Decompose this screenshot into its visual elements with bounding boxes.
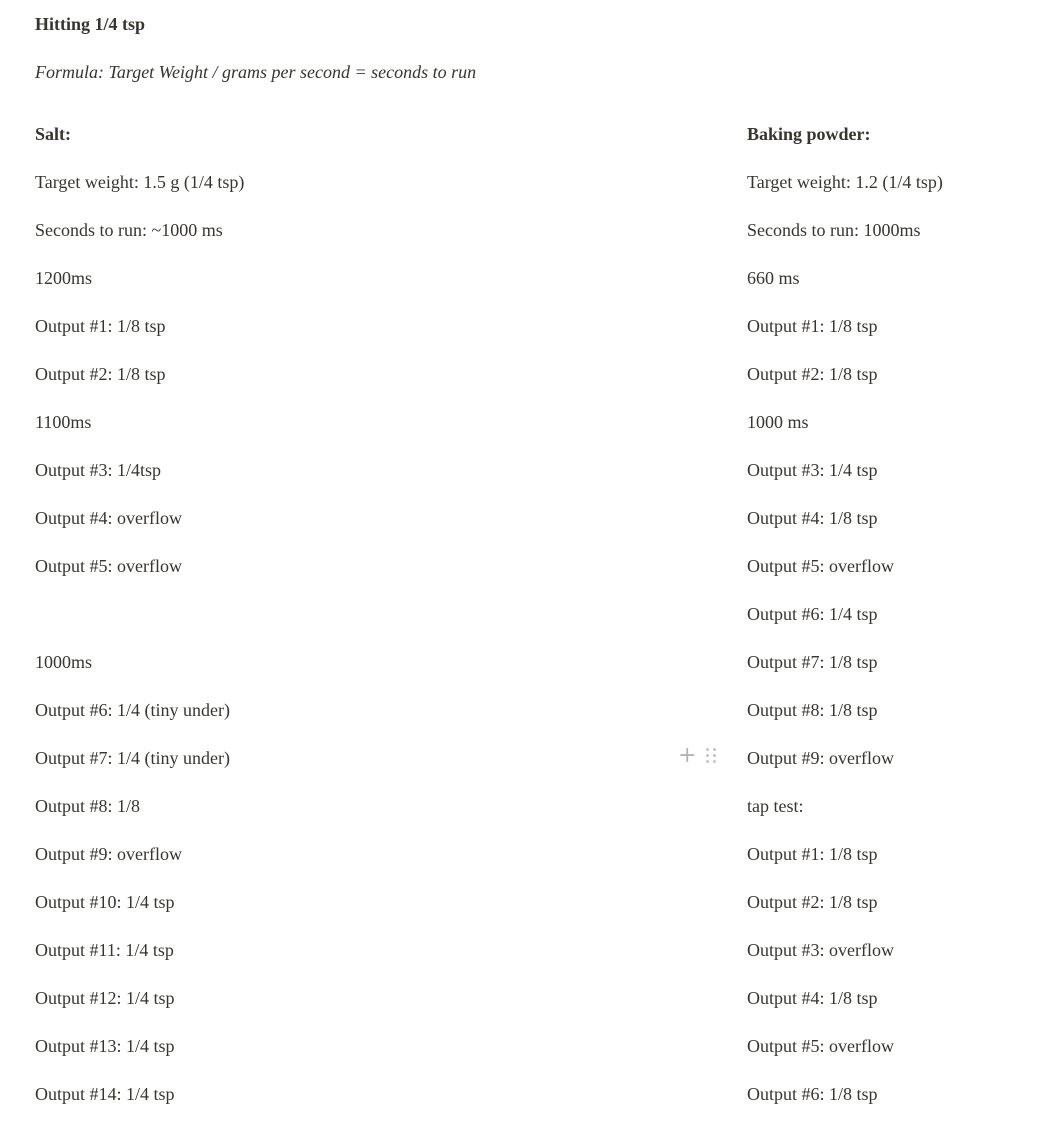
- salt-text-block[interactable]: 1200ms: [35, 268, 93, 288]
- salt-text-block[interactable]: Output #4: overflow: [35, 508, 182, 528]
- baking-powder-text-block[interactable]: Output #8: 1/8 tsp: [747, 700, 878, 720]
- salt-text-block[interactable]: Output #12: 1/4 tsp: [35, 988, 175, 1008]
- salt-text-block[interactable]: Output #2: 1/8 tsp: [35, 364, 166, 384]
- baking-powder-text-block[interactable]: Output #5: overflow: [747, 556, 894, 576]
- block-handle: [678, 744, 728, 768]
- baking-powder-text-block[interactable]: Output #2: 1/8 tsp: [747, 892, 878, 912]
- baking-powder-text-block[interactable]: Output #6: 1/4 tsp: [747, 604, 878, 624]
- salt-text-block[interactable]: Output #1: 1/8 tsp: [35, 316, 166, 336]
- salt-text-block[interactable]: Output #14: 1/4 tsp: [35, 1084, 175, 1104]
- baking-powder-text-block[interactable]: tap test:: [747, 796, 804, 816]
- salt-text-block[interactable]: 1000ms: [35, 652, 93, 672]
- salt-text-block[interactable]: Output #9: overflow: [35, 844, 182, 864]
- baking-powder-text-block[interactable]: Output #4: 1/8 tsp: [747, 508, 878, 528]
- salt-text-block[interactable]: Target weight: 1.5 g (1/4 tsp): [35, 172, 245, 192]
- baking-powder-text-block[interactable]: Output #3: overflow: [747, 940, 894, 960]
- formula-text: Formula: Target Weight / grams per second = seconds to run: [35, 62, 477, 82]
- baking-powder-text-block[interactable]: Output #4: 1/8 tsp: [747, 988, 878, 1008]
- baking-powder-text-block[interactable]: Output #9: overflow: [747, 748, 894, 768]
- baking-powder-text-block[interactable]: 660 ms: [747, 268, 800, 288]
- baking-powder-text-block[interactable]: Output #2: 1/8 tsp: [747, 364, 878, 384]
- baking-powder-text-block[interactable]: Output #7: 1/8 tsp: [747, 652, 878, 672]
- baking-powder-text-block[interactable]: Output #1: 1/8 tsp: [747, 844, 878, 864]
- baking-powder-text-block[interactable]: Seconds to run: 1000ms: [747, 220, 921, 240]
- salt-text-block[interactable]: Output #11: 1/4 tsp: [35, 940, 174, 960]
- salt-text-block[interactable]: Seconds to run: ~1000 ms: [35, 220, 223, 240]
- salt-text-block[interactable]: Output #7: 1/4 (tiny under): [35, 748, 230, 768]
- salt-text-block[interactable]: Output #13: 1/4 tsp: [35, 1036, 175, 1056]
- salt-heading[interactable]: Salt:: [35, 124, 71, 144]
- salt-text-block[interactable]: Output #6: 1/4 (tiny under): [35, 700, 230, 720]
- salt-text-block[interactable]: Output #3: 1/4tsp: [35, 460, 162, 480]
- baking-powder-text-block[interactable]: Target weight: 1.2 (1/4 tsp): [747, 172, 943, 192]
- salt-text-block[interactable]: Output #5: overflow: [35, 556, 182, 576]
- baking-powder-text-block[interactable]: Output #6: 1/8 tsp: [747, 1084, 878, 1104]
- baking-powder-text-block[interactable]: 1000 ms: [747, 412, 809, 432]
- salt-text-block[interactable]: [35, 602, 655, 650]
- plus-icon[interactable]: +: [678, 743, 697, 768]
- salt-column: [35, 122, 655, 1130]
- page-title: Hitting 1/4 tsp: [35, 14, 146, 34]
- baking-powder-column: [747, 122, 1037, 1130]
- baking-powder-text-block[interactable]: Output #5: overflow: [747, 1036, 894, 1056]
- salt-text-block[interactable]: Output #8: 1/8: [35, 796, 141, 816]
- salt-text-block[interactable]: Output #10: 1/4 tsp: [35, 892, 175, 912]
- baking-powder-text-block[interactable]: Output #3: 1/4 tsp: [747, 460, 878, 480]
- drag-handle-icon[interactable]: [706, 748, 716, 764]
- salt-text-block[interactable]: 1100ms: [35, 412, 92, 432]
- baking-powder-heading[interactable]: Baking powder:: [747, 124, 871, 144]
- baking-powder-text-block[interactable]: Output #1: 1/8 tsp: [747, 316, 878, 336]
